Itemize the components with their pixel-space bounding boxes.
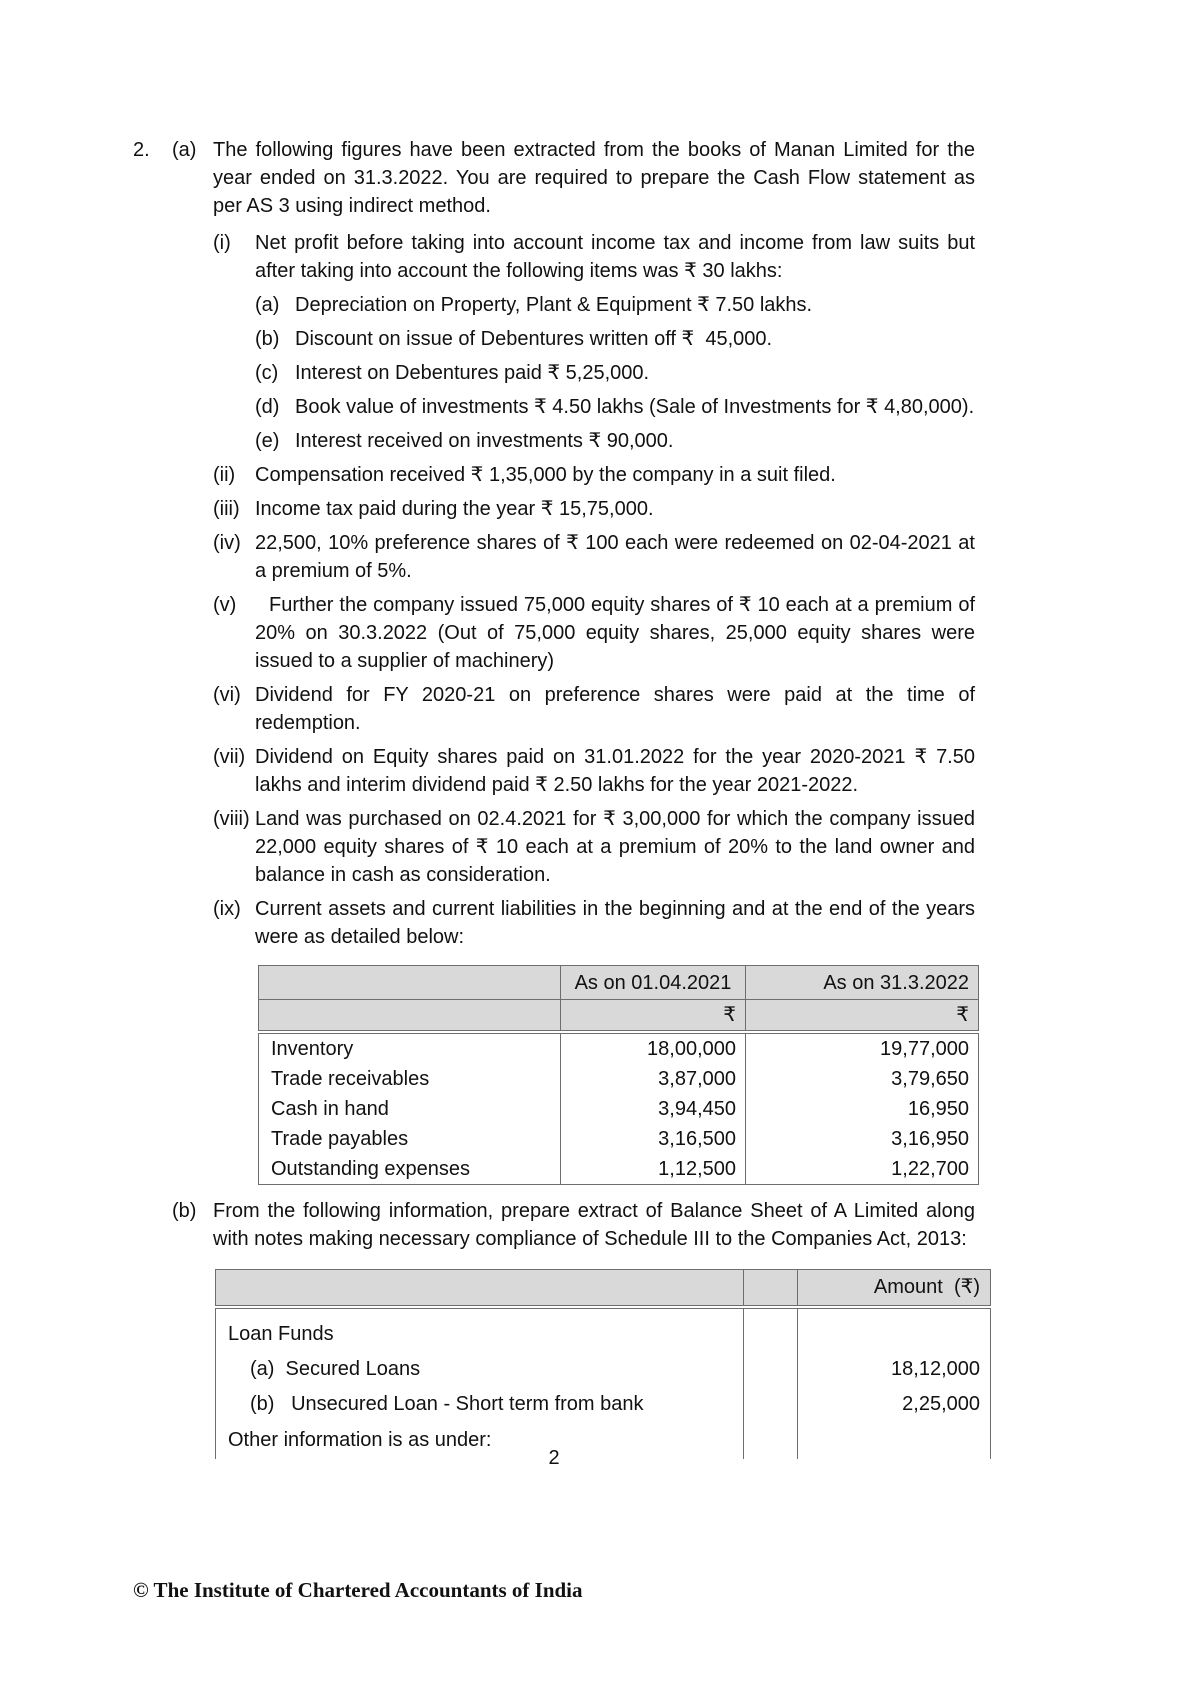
- current-assets-table: [258, 965, 979, 1185]
- table-row: [259, 1154, 979, 1185]
- table-cell: Cash in hand: [259, 1094, 561, 1124]
- item-label: (c): [255, 362, 279, 384]
- item-text: Dividend on Equity shares paid on 31.01.2022 for the year 2020-2021 ₹ 7.50 lakhs and interim dividend paid ₹ 2.50 lakhs for the year 2021-2022.: [255, 746, 975, 796]
- table-row: [216, 1353, 991, 1388]
- item-text: Further the company issued 75,000 equity shares of ₹ 10 each at a premium of 20% on 30.3.2022 (Out of 75,000 equity shares, 25,000 equity shares were issued to a supplier of machinery): [255, 594, 975, 672]
- table-cell: 3,16,950: [746, 1124, 979, 1154]
- table-header-cell: Amount (₹): [798, 1270, 991, 1307]
- item-text: Compensation received ₹ 1,35,000 by the company in a suit filed.: [255, 464, 836, 486]
- item-label: (d): [255, 396, 280, 418]
- table-cell: 3,94,450: [561, 1094, 746, 1124]
- part-a-intro: The following figures have been extracted from the books of Manan Limited for the year ended on 31.3.2022. You are required to prepare the Cash Flow statement as per AS 3 using indirect method.: [213, 139, 975, 217]
- table-row: [259, 1094, 979, 1124]
- table-cell: (b) Unsecured Loan - Short term from bank: [216, 1388, 744, 1423]
- item-label: (a): [255, 294, 280, 316]
- table-row: [216, 1388, 991, 1423]
- item-text: Net profit before taking into account income tax and income from law suits but after taking into account the following items was ₹ 30 lakhs:: [255, 232, 975, 282]
- list-item-i: [213, 229, 975, 285]
- item-text: Current assets and current liabilities in the beginning and at the end of the years were as detailed below:: [255, 898, 975, 948]
- table-row: [259, 1124, 979, 1154]
- item-label: (v): [213, 594, 237, 616]
- table-cell: 1,12,500: [561, 1154, 746, 1185]
- item-label: (b): [255, 328, 280, 350]
- question-2-part-a: [133, 136, 975, 1197]
- item-text: Income tax paid during the year ₹ 15,75,000.: [255, 498, 654, 520]
- item-label: (i): [213, 232, 231, 254]
- table-cell: 19,77,000: [746, 1032, 979, 1064]
- table-cell: (a) Secured Loans: [216, 1353, 744, 1388]
- list-item-viii: [213, 805, 975, 889]
- table-cell: 2,25,000: [798, 1388, 991, 1423]
- table-cell: Trade receivables: [259, 1064, 561, 1094]
- item-text: Discount on issue of Debentures written off ₹ 45,000.: [295, 328, 773, 350]
- table-cell: [798, 1307, 991, 1353]
- question-number: 2.: [133, 139, 150, 161]
- table-cell: [744, 1307, 798, 1353]
- table-header-cell: As on 01.04.2021: [561, 966, 746, 1000]
- table-row: [216, 1307, 991, 1353]
- table-cell: Trade payables: [259, 1124, 561, 1154]
- table-header-row: [259, 966, 979, 1000]
- part-a-label: (a): [172, 139, 197, 161]
- item-text: Book value of investments ₹ 4.50 lakhs (Sale of Investments for ₹ 4,80,000).: [295, 396, 975, 418]
- table-cell: 18,12,000: [798, 1353, 991, 1388]
- table-header-cell: [744, 1270, 798, 1307]
- table-header-row: [216, 1270, 991, 1307]
- sub-item-e: [255, 427, 975, 455]
- list-item-v: [213, 591, 975, 675]
- sub-item-b: [255, 325, 975, 353]
- item-text: Interest received on investments ₹ 90,000.: [295, 430, 674, 452]
- list-item-vi: [213, 681, 975, 737]
- table-cell: 3,16,500: [561, 1124, 746, 1154]
- item-label: (vi): [213, 684, 241, 706]
- table-cell: 3,87,000: [561, 1064, 746, 1094]
- table-cell: Outstanding expenses: [259, 1154, 561, 1185]
- part-b-intro: From the following information, prepare extract of Balance Sheet of A Limited along with notes making necessary compliance of Schedule III to the Companies Act, 2013:: [213, 1200, 975, 1250]
- table-cell: 3,79,650: [746, 1064, 979, 1094]
- item-label: (viii): [213, 808, 250, 830]
- item-label: (ix): [213, 898, 241, 920]
- table-cell: Loan Funds: [216, 1307, 744, 1353]
- table-header-cell: [216, 1270, 744, 1307]
- list-item-ix: [213, 895, 975, 951]
- sub-item-a: [255, 291, 975, 319]
- table-header-cell: [259, 966, 561, 1000]
- sub-item-c: [255, 359, 975, 387]
- table-cell: [744, 1388, 798, 1423]
- item-text: Land was purchased on 02.4.2021 for ₹ 3,00,000 for which the company issued 22,000 equity shares of ₹ 10 each at a premium of 20% to the land owner and balance in cash as consideration.: [255, 808, 975, 886]
- list-item-ii: [213, 461, 975, 489]
- rupee-symbol: ₹: [561, 1000, 746, 1033]
- item-text: 22,500, 10% preference shares of ₹ 100 each were redeemed on 02-04-2021 at a premium of 5%.: [255, 532, 975, 582]
- table-header-cell: [259, 1000, 561, 1033]
- document-page: [133, 136, 980, 1459]
- item-label: (iii): [213, 498, 240, 520]
- table-currency-row: [259, 1000, 979, 1033]
- item-label: (e): [255, 430, 280, 452]
- table-cell: 18,00,000: [561, 1032, 746, 1064]
- table-row: [259, 1064, 979, 1094]
- page-number: 2: [548, 1447, 560, 1469]
- list-item-iv: [213, 529, 975, 585]
- list-item-iii: [213, 495, 975, 523]
- item-text: Depreciation on Property, Plant & Equipment ₹ 7.50 lakhs.: [295, 294, 813, 316]
- balance-sheet-extract-table: [215, 1269, 991, 1459]
- question-2-part-b: [133, 1197, 980, 1459]
- item-label: (iv): [213, 532, 241, 554]
- table-cell: 1,22,700: [746, 1154, 979, 1185]
- item-text: Dividend for FY 2020-21 on preference shares were paid at the time of redemption.: [255, 684, 975, 734]
- table-cell: Inventory: [259, 1032, 561, 1064]
- sub-item-d: [255, 393, 975, 421]
- part-b-label: (b): [172, 1200, 197, 1222]
- copyright-footer: © The Institute of Chartered Accountants of India: [133, 1578, 583, 1602]
- table-row: [259, 1032, 979, 1064]
- item-label: (ii): [213, 464, 236, 486]
- list-item-vii: [213, 743, 975, 799]
- item-text: Interest on Debentures paid ₹ 5,25,000.: [295, 362, 650, 384]
- table-cell: Other information is as under:: [216, 1423, 744, 1459]
- rupee-symbol: ₹: [746, 1000, 979, 1033]
- table-header-cell: As on 31.3.2022: [746, 966, 979, 1000]
- table-cell: 16,950: [746, 1094, 979, 1124]
- item-label: (vii): [213, 746, 246, 768]
- table-cell: [744, 1353, 798, 1388]
